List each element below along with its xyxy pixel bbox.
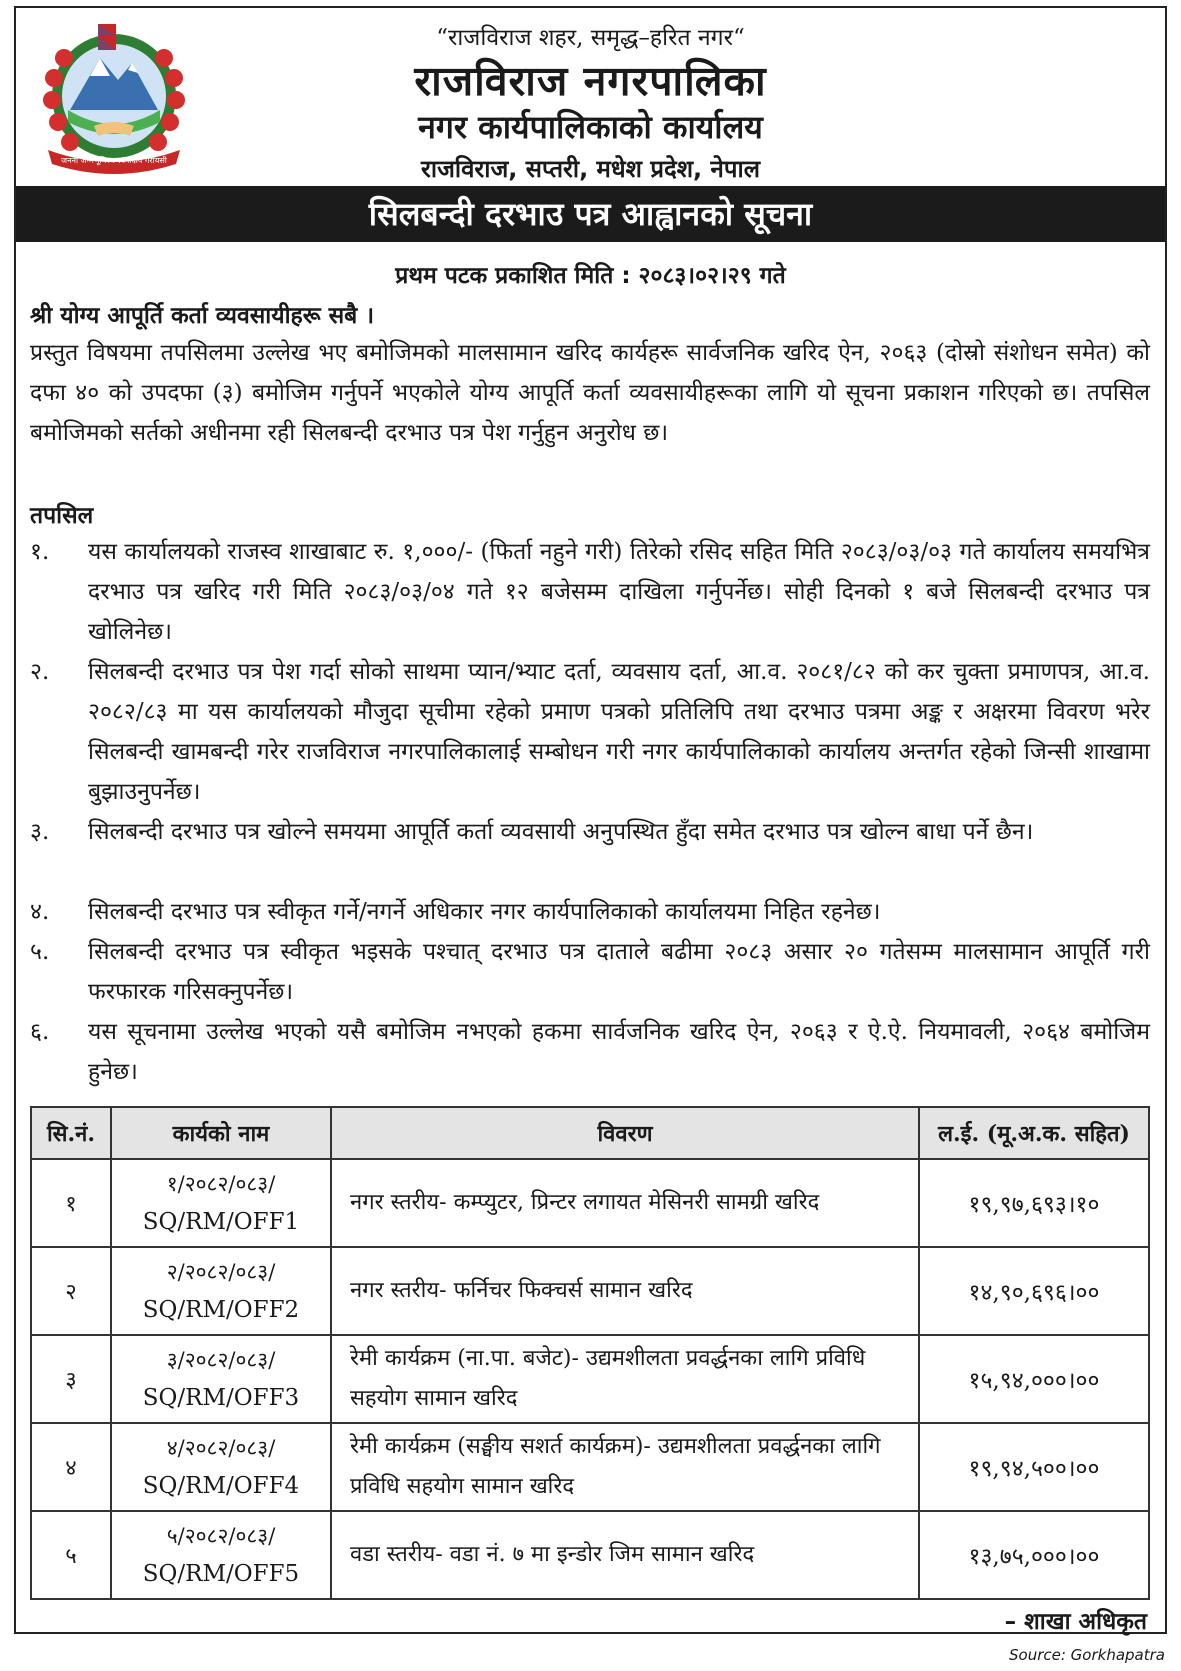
cell-description: वडा स्तरीय- वडा नं. ७ मा इन्डोर जिम सामान खरिद (331, 1511, 919, 1599)
code-prefix: ४/२०८२/०८३/ (166, 1436, 276, 1460)
notice-title-banner: सिलबन्दी दरभाउ पत्र आह्वानको सूचना (16, 186, 1165, 242)
code-prefix: ५/२०८२/०८३/ (166, 1524, 276, 1548)
condition-item (30, 532, 1150, 652)
condition-item (30, 1012, 1150, 1092)
table-row (31, 1159, 1149, 1247)
col-header-work-name: कार्यको नाम (111, 1107, 331, 1159)
condition-text: सिलबन्दी दरभाउ पत्र खोल्ने समयमा आपूर्ति कर्ता व्यवसायी अनुपस्थित हुँदा समेत दरभाउ पत्र खोल्न बाधा पर्ने छैन। (88, 819, 1034, 845)
address: राजविराज, सप्तरी, मधेश प्रदेश, नेपाल (421, 155, 760, 183)
condition-number: ६. (30, 1019, 50, 1045)
condition-number: २. (30, 659, 50, 685)
cell-description: रेमी कार्यक्रम (ना.पा. बजेट)- उद्यमशीलता प्रवर्द्धनका लागि प्रविधि सहयोग सामान खरिद (331, 1335, 919, 1423)
condition-number: ३. (30, 819, 50, 845)
cell-amount: १३,७५,०००।०० (919, 1511, 1149, 1599)
condition-number: १. (30, 539, 50, 565)
municipality-name: राजविराज नगरपालिका (414, 57, 767, 105)
condition-text: यस कार्यालयको राजस्व शाखाबाट रु. १,०००/- (फिर्ता नहुने गरी) तिरेको रसिद सहित मिति २०८३/०३/०३ गते कार्यालय समयभित्र दरभाउ पत्र खरिद गरी मिति २०८३/०३/०४ गते १२ बजेसम्म दाखिला गर्नुपर्नेछ। सोही दिनको १ बजे सिलबन्दी दरभाउ पत्र खोलिनेछ। (88, 539, 1150, 645)
slogan: “राजविराज शहर, समृद्ध–हरित नगर“ (436, 25, 745, 51)
col-header-sn: सि.नं. (31, 1107, 111, 1159)
condition-text: सिलबन्दी दरभाउ पत्र पेश गर्दा सोको साथमा प्यान/भ्याट दर्ता, व्यवसाय दर्ता, आ.व. २०८१/८२ को कर चुक्ता प्रमाणपत्र, आ.व. २०८२/८३ मा यस कार्यालयको मौजुदा सूचीमा रहेको प्रमाण पत्रको प्रतिलिपि तथा दरभाउ पत्रमा अङ्क र अक्षरमा विवरण भरेर सिलबन्दी खामबन्दी गरेर राजविराज नगरपालिकालाई सम्बोधन गरी नगर कार्यपालिकाको कार्यालय अन्तर्गत रहेको जिन्सी शाखामा बुझाउनुपर्नेछ। (88, 659, 1150, 805)
published-date: प्रथम पटक प्रकाशित मिति : २०८३।०२।२९ गते (395, 263, 786, 289)
code-prefix: २/२०८२/०८३/ (166, 1260, 276, 1284)
col-header-estimate: ल.ई. (मू.अ.क. सहित) (919, 1107, 1149, 1159)
procurement-table (30, 1106, 1150, 1600)
intro-paragraph: प्रस्तुत विषयमा तपसिलमा उल्लेख भए बमोजिमको मालसामान खरिद कार्यहरू सार्वजनिक खरिद ऐन, २०६३ (दोस्रो संशोधन समेत) को दफा ४० को उपदफा (३) बमोजिम गर्नुपर्ने भएकोले योग्य आपूर्ति कर्ता व्यवसायीहरूका लागि यो सूचना प्रकाशन गरिएको छ। तपसिल बमोजिमको सर्तको अधीनमा रही सिलबन्दी दरभाउ पत्र पेश गर्नुहुन अनुरोध छ। (30, 340, 1150, 446)
cell-code (111, 1335, 331, 1423)
code-prefix: १/२०८२/०८३/ (166, 1172, 276, 1196)
office-name: नगर कार्यपालिकाको कार्यालय (418, 108, 763, 146)
cell-code (111, 1423, 331, 1511)
cell-sn: ४ (31, 1423, 111, 1511)
code-id: SQ/RM/OFF1 (142, 1209, 300, 1235)
condition-item (30, 892, 1150, 932)
table-row (31, 1247, 1149, 1335)
code-id: SQ/RM/OFF5 (142, 1561, 300, 1587)
cell-sn: २ (31, 1247, 111, 1335)
table-row (31, 1335, 1149, 1423)
cell-amount: १९,९७,६९३।१० (919, 1159, 1149, 1247)
code-id: SQ/RM/OFF4 (142, 1473, 300, 1499)
condition-item (30, 652, 1150, 812)
table-header-row (31, 1107, 1149, 1159)
condition-number: ४. (30, 899, 50, 925)
table-row (31, 1511, 1149, 1599)
cell-code (111, 1159, 331, 1247)
col-header-description: विवरण (331, 1107, 919, 1159)
notice-frame (14, 6, 1167, 1634)
cell-description: रेमी कार्यक्रम (सङ्घीय सशर्त कार्यक्रम)- उद्यमशीलता प्रवर्द्धनका लागि प्रविधि सहयोग सामान खरिद (331, 1423, 919, 1511)
cell-description: नगर स्तरीय- कम्प्युटर, प्रिन्टर लगायत मेसिनरी सामग्री खरिद (331, 1159, 919, 1247)
cell-code (111, 1247, 331, 1335)
notice-header (16, 8, 1165, 186)
cell-description: नगर स्तरीय- फर्निचर फिक्चर्स सामान खरिद (331, 1247, 919, 1335)
code-id: SQ/RM/OFF2 (142, 1297, 300, 1323)
tapsil-heading: तपसिल (30, 503, 94, 529)
cell-sn: ३ (31, 1335, 111, 1423)
emblem-banner-text: जननी जन्मभूमिश्च स्वर्गादपि गरीयसी (61, 156, 167, 165)
condition-text: यस सूचनामा उल्लेख भएको यसै बमोजिम नभएको हकमा सार्वजनिक खरिद ऐन, २०६३ र ऐ.ऐ. नियमावली, २०६४ बमोजिम हुनेछ। (88, 1019, 1150, 1085)
code-prefix: ३/२०८२/०८३/ (166, 1348, 276, 1372)
condition-text: सिलबन्दी दरभाउ पत्र स्वीकृत गर्ने/नगर्ने अधिकार नगर कार्यपालिकाको कार्यालयमा निहित रहनेछ। (88, 899, 881, 925)
greeting: श्री योग्य आपूर्ति कर्ता व्यवसायीहरू सबै । (30, 303, 375, 329)
cell-amount: १९,९४,५००।०० (919, 1423, 1149, 1511)
source-credit: Source: Gorkhapatra (1009, 1646, 1165, 1664)
signature: – शाखा अधिकृत (1004, 1609, 1147, 1635)
condition-number: ५. (30, 939, 50, 965)
table-row (31, 1423, 1149, 1511)
cell-amount: १५,९४,०००।०० (919, 1335, 1149, 1423)
cell-sn: १ (31, 1159, 111, 1247)
condition-text: सिलबन्दी दरभाउ पत्र स्वीकृत भइसके पश्चात् दरभाउ पत्र दाताले बढीमा २०८३ असार २० गतेसम्म मालसामान आपूर्ति गरी फरफारक गरिसक्नुपर्नेछ। (88, 939, 1150, 1005)
cell-code (111, 1511, 331, 1599)
code-id: SQ/RM/OFF3 (142, 1385, 300, 1411)
cell-sn: ५ (31, 1511, 111, 1599)
condition-item (30, 932, 1150, 1012)
cell-amount: १४,९०,६९६।०० (919, 1247, 1149, 1335)
condition-item (30, 812, 1150, 852)
